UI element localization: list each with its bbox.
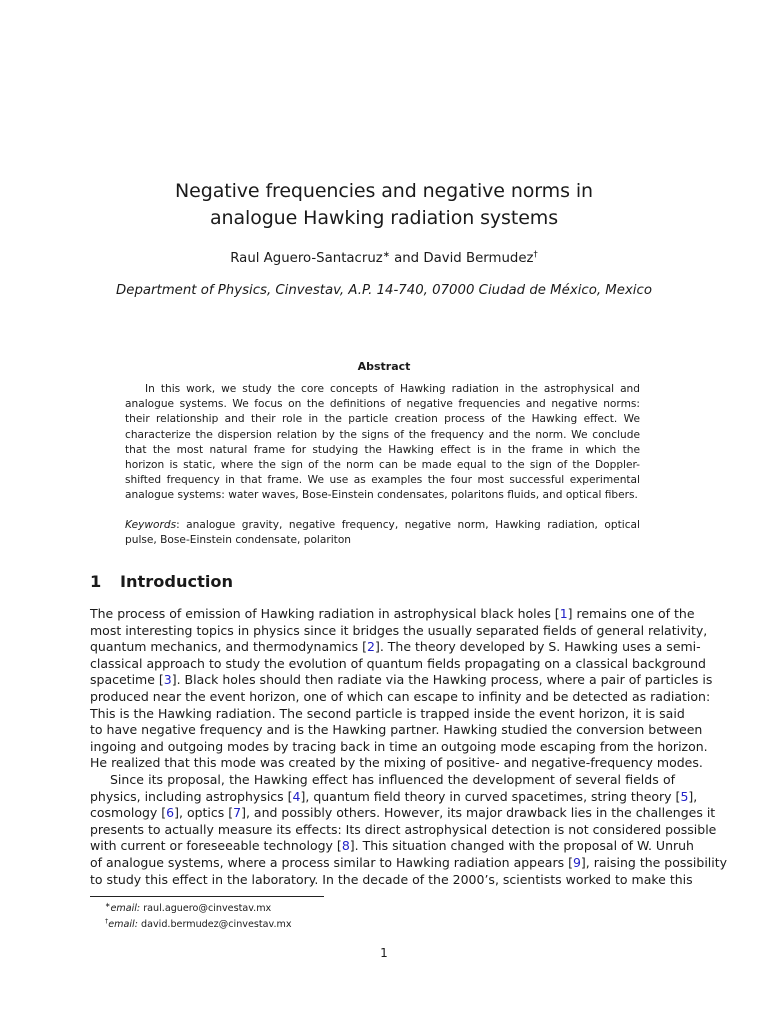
keywords-line-2: pulse, Bose-Einstein condensate, polariton (125, 534, 352, 547)
abstract-line: shifted frequency in that frame. We use as examples the four most successful experimental (125, 474, 640, 487)
abstract-heading: Abstract (357, 360, 411, 373)
footnote-2: †email: david.bermudez@cinvestav.mx (105, 917, 292, 930)
footnote-1: ∗email: raul.aguero@cinvestav.mx (105, 901, 272, 914)
abstract-line: that the most natural frame for studying the Hawking effect is in the frame in which the (125, 443, 640, 456)
title-line-2: analogue Hawking radiation systems (209, 207, 559, 229)
body-line: cosmology [6], optics [7], and possibly others. However, its major drawback lies in the challenges it (90, 805, 716, 821)
body-line: of analogue systems, where a process similar to Hawking radiation appears [9], raising the possibility (90, 854, 728, 870)
citation-link[interactable]: 1 (559, 606, 568, 621)
citation-link[interactable]: 9 (572, 854, 581, 870)
body-line: This is the Hawking radiation. The second particle is trapped inside the event horizon, it is said (90, 705, 685, 721)
abstract-line: characterize the dispersion relation by the signs of the frequency and the norm. We conclude (125, 428, 640, 441)
abstract-body (125, 382, 640, 504)
author-1: Raul Aguero-Santacruz (230, 251, 383, 266)
footnotes (105, 899, 292, 931)
body-line: quantum mechanics, and thermodynamics [2]. The theory developed by S. Hawking uses a semi- (90, 639, 701, 655)
page-number: 1 (380, 946, 388, 960)
body-line: presents to actually measure its effects: Its direct astrophysical detection is not considered possible (90, 821, 717, 837)
section-heading (90, 572, 233, 591)
body-line: The process of emission of Hawking radiation in astrophysical black holes [1] remains one of the (90, 606, 695, 621)
body-text (90, 606, 728, 888)
body-line: most interesting topics in physics since it bridges the usually separated fields of general relativity, (90, 622, 708, 638)
keywords-line-1: : analogue gravity, negative frequency, negative norm, Hawking radiation, optical (176, 519, 640, 531)
citation-link[interactable]: 7 (233, 805, 242, 821)
title-line-1: Negative frequencies and negative norms in (175, 180, 593, 202)
abstract-line: their relationship and their role in the particle creation process of the Hawking effect. We (125, 413, 640, 426)
body-line: ingoing and outgoing modes by tracing back in time an outgoing mode escaping from the horizon. (90, 738, 708, 754)
abstract-line: analogue systems. We focus on the definitions of negative frequencies and negative norms: (125, 398, 640, 411)
body-line: spacetime [3]. Black holes should then radiate via the Hawking process, where a pair of particles is (90, 672, 713, 688)
body-line: classical approach to study the evolution of quantum fields propagating on a classical background (90, 655, 706, 671)
body-line: to study this effect in the laboratory. In the decade of the 2000’s, scientists worked to make this (90, 871, 693, 887)
keywords (125, 518, 640, 548)
author-joiner: and (389, 251, 424, 266)
citation-link[interactable]: 4 (292, 788, 301, 804)
citation-link[interactable]: 2 (367, 639, 375, 655)
paper-title (0, 178, 768, 232)
keywords-label: Keywords (125, 519, 177, 531)
body-line: Since its proposal, the Hawking effect has influenced the development of several fields of (110, 771, 675, 787)
body-line: physics, including astrophysics [4], quantum field theory in curved spacetimes, string theory [5], (90, 788, 698, 804)
citation-link[interactable]: 5 (680, 788, 689, 804)
footnote-rule (90, 896, 324, 897)
citation-link[interactable]: 6 (166, 805, 175, 821)
abstract-line: In this work, we study the core concepts of Hawking radiation in the astrophysical and (145, 383, 640, 395)
body-line: He realized that this mode was created by the mixing of positive- and negative-frequency modes. (90, 755, 703, 771)
author-1-mark: ∗ (382, 250, 390, 260)
body-line: to have negative frequency and is the Hawking partner. Hawking studied the conversion between (90, 722, 703, 738)
section-title: Introduction (120, 572, 234, 591)
affiliation: Department of Physics, Cinvestav, A.P. 14-740, 07000 Ciudad de México, Mexico (116, 283, 652, 298)
citation-link[interactable]: 3 (163, 672, 172, 688)
body-line: produced near the event horizon, one of which can escape to infinity and be detected as radiation: (90, 688, 711, 704)
citation-link[interactable]: 8 (341, 838, 350, 854)
author-2-mark: † (533, 250, 538, 260)
abstract-line: horizon is static, where the sign of the norm can be made equal to the sign of the Doppler- (125, 458, 640, 471)
author-2: David Bermudez (423, 251, 534, 266)
section-number: 1 (90, 572, 102, 591)
abstract-line: analogue systems: water waves, Bose-Einstein condensates, polaritons fluids, and optical fibers. (125, 489, 638, 502)
body-line: with current or foreseeable technology [8]. This situation changed with the proposal of W. Unruh (90, 838, 694, 854)
author-list (0, 250, 768, 266)
